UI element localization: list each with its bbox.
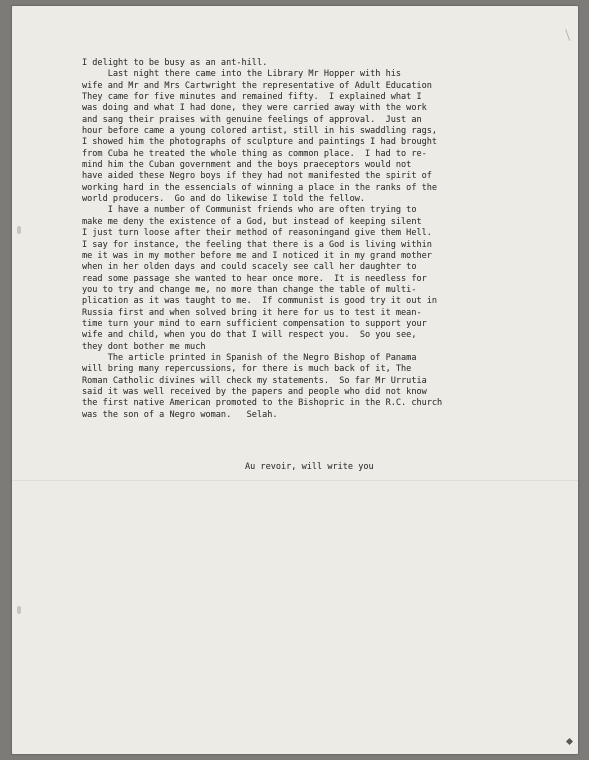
letter-closing: Au revoir, will write you [245,462,374,472]
paper-fold-line [12,480,578,481]
letter-line: me it was in my mother before me and I noticed it in my grand mother [82,250,432,261]
letter-line: and sang their praises with genuine feelings of approval. Just an [82,114,422,125]
letter-line: have aided these Negro boys if they had not manifested the spirit of [82,171,432,182]
letter-line: said it was well received by the papers and people who did not know [82,386,427,397]
letter-line: time turn your mind to earn sufficient compensation to support your [82,318,427,329]
letter-line: Russia first and when solved bring it here for us to test it mean- [82,307,422,318]
punch-hole-mark [17,226,21,234]
letter-line: wife and child, when you do that I will respect you. So you see, [82,330,417,341]
letter-line: They came for five minutes and remained fifty. I explained what I [82,92,422,103]
letter-line: from Cuba he treated the whole thing as common place. I had to re- [82,148,427,159]
letter-line: when in her olden days and could scacely see call her daughter to [82,262,417,273]
letter-line: The article printed in Spanish of the Negro Bishop of Panama [82,352,417,363]
letter-line: I showed him the photographs of sculpture and paintings I had brought [82,137,438,148]
letter-line: make me deny the existence of a God, but instead of keeping silent [82,216,422,227]
letter-line: will bring many repercussions, for there is much back of it, The [82,364,412,375]
letter-line: I just turn loose after their method of reasoningand give them Hell. [82,228,432,239]
letter-line: mind him the Cuban government and the boys praeceptors would not [82,160,412,171]
letter-line: Last night there came into the Library Mr Hopper with his [82,69,402,80]
letter-line: hour before came a young colored artist, still in his swaddling rags, [82,126,438,137]
letter-line: world producers. Go and do likewise I told the fellow. [82,194,366,205]
letter-line: you to try and change me, no more than change the table of multi- [82,284,417,295]
paper-crease-mark [565,27,576,41]
letter-line: I say for instance, the feeling that there is a God is living within [82,239,432,250]
letter-line: was doing and what I had done, they were carried away with the work [82,103,427,114]
letter-line: I delight to be busy as an ant-hill. [82,58,268,68]
letter-body [82,58,442,421]
letter-line: Roman Catholic divines will check my statements. So far Mr Urrutia [82,375,427,386]
letter-line: wife and Mr and Mrs Cartwright the representative of Adult Education [82,80,432,91]
letter-line: read some passage she wanted to hear once more. It is needless for [82,273,427,284]
letter-line: working hard in the essencials of winning a place in the ranks of the [82,182,438,193]
letter-line: the first native American promoted to the Bishopric in the R.C. church [82,398,443,409]
letter-page [12,6,578,754]
punch-hole-mark [17,606,21,614]
letter-line: was the son of a Negro woman. Selah. [82,409,278,420]
letter-line: I have a number of Communist friends who are often trying to [82,205,417,216]
paper-tear-mark [566,738,573,745]
letter-line: they dont bother me much [82,341,206,352]
letter-line: plication as it was taught to me. If communist is good try it out in [82,296,438,307]
